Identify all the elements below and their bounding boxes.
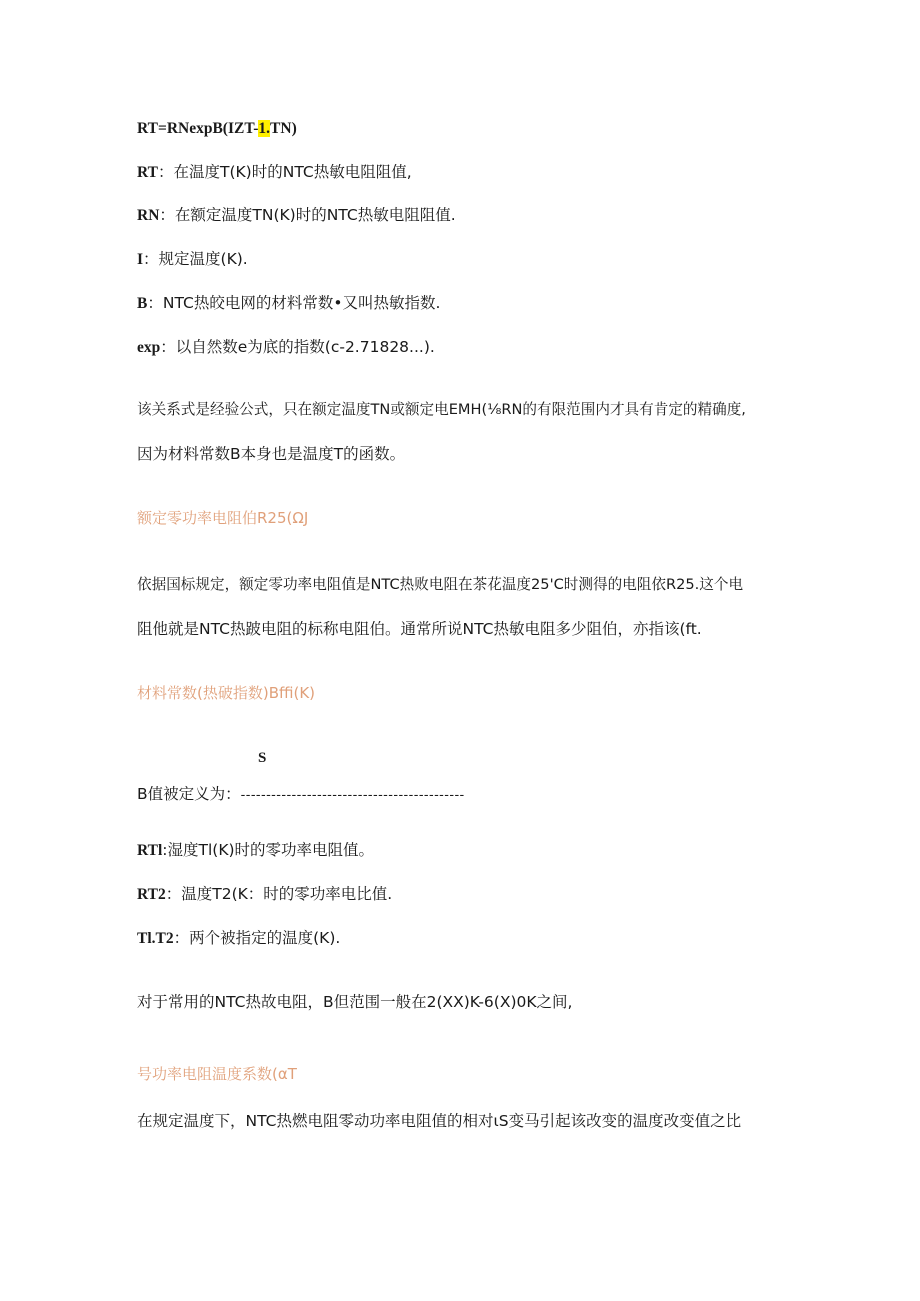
definition-term: exp: [137, 339, 161, 356]
definition-desc: ：以自然数e为底的指数(c-2.71828...).: [160, 338, 435, 356]
definition-desc: ：两个被指定的温度(K).: [173, 929, 341, 947]
definition-term: RT: [137, 164, 158, 181]
definition-rt1: [137, 840, 374, 861]
definition-exp: [137, 337, 435, 358]
definition-rn: [137, 205, 456, 226]
paragraph-b-range: 对于常用的NTC热故电阻，B但范围一般在2(XX)K-6(X)0K之间,: [137, 993, 573, 1011]
definition-desc: ：在温度T(K)时的NTC热敏电阻阻值,: [158, 163, 412, 181]
definition-term: Tl.T2: [137, 930, 174, 947]
definition-rt: [137, 162, 412, 183]
fraction-numerator: S: [258, 750, 267, 766]
definition-t1t2: [137, 928, 340, 949]
definition-desc: ：规定温度(K).: [143, 250, 248, 268]
paragraph-rated-line1: 依据国标规定，额定零功率电阻值是NTC热败电阻在茶花温度25'C时测得的电阻依R25.这个电: [137, 576, 744, 593]
paragraph-empirical-line2: 因为材料常数B本身也是温度T的函数。: [137, 445, 406, 463]
definition-desc: :湿度Tl(K)时的零功率电阻值。: [162, 841, 375, 859]
heading-rated-resistance: 额定零功率电阻伯R25(ΩJ: [137, 509, 309, 527]
definition-term: RN: [137, 207, 160, 224]
fraction-bar: --------------------------------------------: [240, 788, 465, 803]
formula-main: RT=RNexpB(IZT-: [137, 120, 259, 137]
paragraph-empirical-line1: 该关系式是经验公式，只在额定温度TN或额定电EMH(⅛RN的有限范围内才具有肯定的精确度,: [137, 401, 746, 418]
definition-desc: ：NTC热皎电网的材料常数•又叫热敏指数.: [147, 294, 441, 312]
definition-term: RT2: [137, 886, 166, 903]
definition-desc: ：在额定温度TN(K)时的NTC热敏电阻阻值.: [159, 206, 456, 224]
b-definition: [137, 784, 465, 806]
formula: [137, 118, 297, 139]
definition-i: [137, 249, 248, 270]
formula-highlight: 1.: [258, 120, 271, 137]
definition-desc: ：温度T2(K：时的零功率电比值.: [165, 885, 393, 903]
formula-tail: TN): [270, 120, 297, 137]
paragraph-rated-line2: 阻他就是NTC热跛电阻的标称电阻伯。通常所说NTC热敏电阻多少阻伯，亦指该(ft.: [137, 620, 702, 638]
definition-rt2: [137, 884, 392, 905]
definition-b: [137, 293, 440, 314]
definition-term: B: [137, 295, 148, 312]
definition-term: RTl: [137, 842, 163, 859]
paragraph-coefficient-definition: 在规定温度下，NTC热燃电阻零动功率电阻值的相对ιS变马引起该改变的温度改变值之比: [137, 1112, 742, 1130]
heading-temperature-coefficient: 号功率电阻温度系数(αT: [137, 1065, 297, 1083]
heading-material-constant: 材料常数(热破指数)Bffi(K): [137, 684, 316, 702]
definition-term: I: [137, 251, 144, 268]
b-definition-label: B值被定义为：: [137, 785, 241, 803]
